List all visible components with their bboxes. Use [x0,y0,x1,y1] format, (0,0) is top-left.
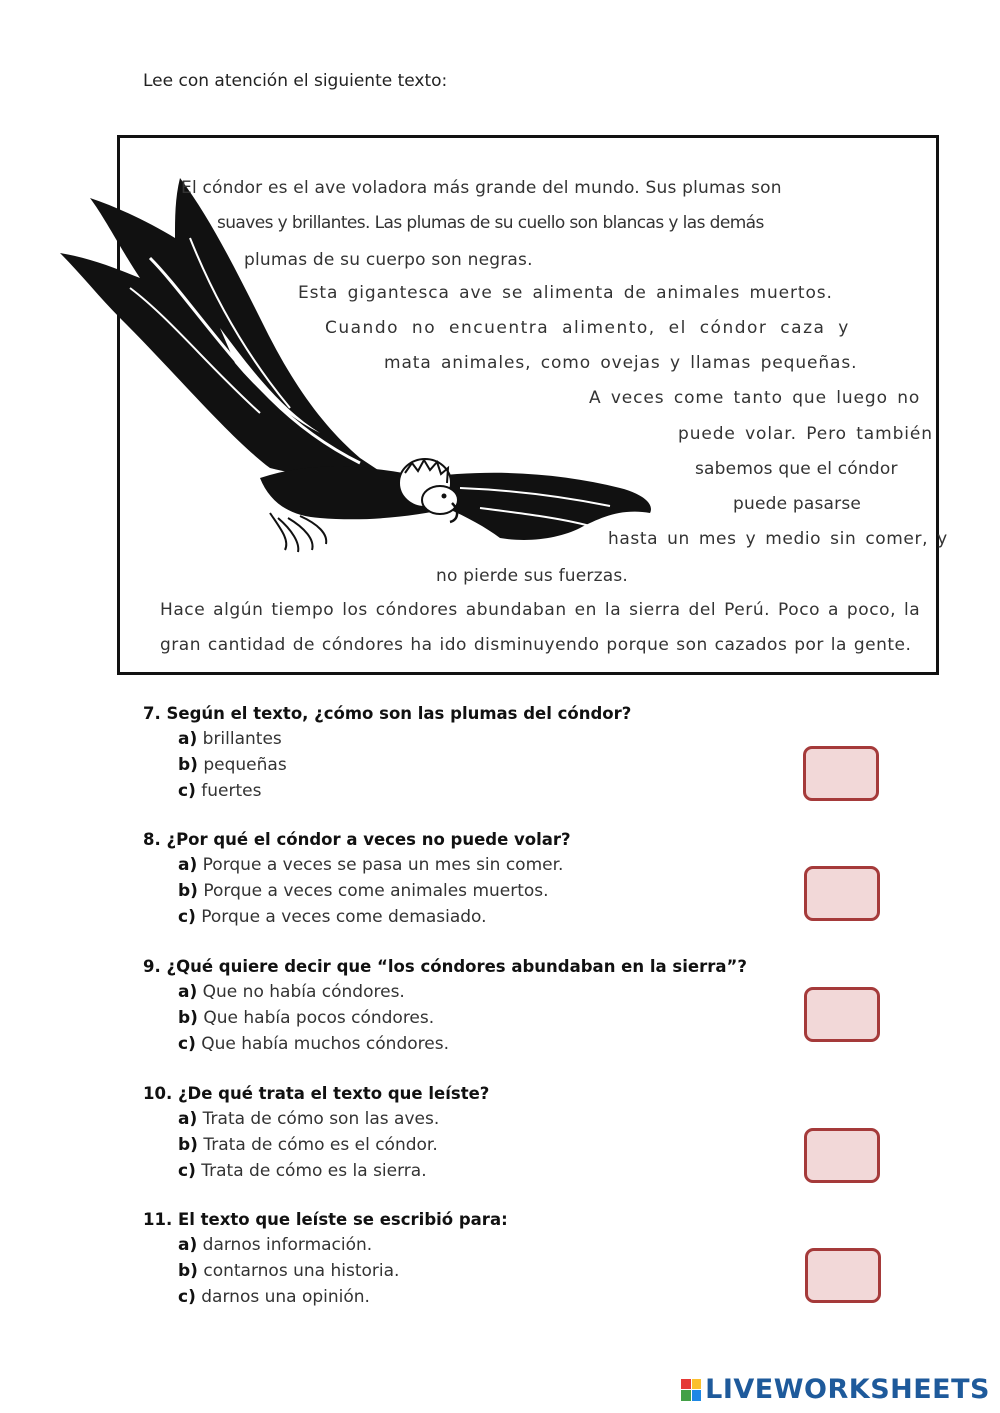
option-letter: c) [178,1287,196,1307]
option-b [178,881,571,901]
option-text: Porque a veces se pasa un mes sin comer. [202,855,564,875]
option-letter: c) [178,1161,196,1181]
option-text: Que no había cóndores. [202,982,405,1002]
option-letter: b) [178,1261,198,1281]
option-a [178,1235,508,1255]
reading-line: sabemos que el cóndor [695,459,898,479]
reading-line: Cuando no encuentra alimento, el cóndor caza y [325,318,850,338]
reading-line: El cóndor es el ave voladora más grande del mundo. Sus plumas son [181,178,782,198]
option-text: Que había muchos cóndores. [201,1034,449,1054]
option-text: darnos una opinión. [201,1287,370,1307]
option-text: pequeñas [203,755,287,775]
option-c [178,1161,489,1181]
option-letter: c) [178,781,196,801]
option-letter: c) [178,1034,196,1054]
answer-input-8[interactable] [804,866,880,921]
reading-line: no pierde sus fuerzas. [436,566,628,586]
question-8 [143,830,571,933]
option-text: contarnos una historia. [203,1261,400,1281]
brand-name: LIVEWORKSHEETS [705,1374,990,1405]
reading-line: suaves y brillantes. Las plumas de su cuello son blancas y las demás [217,213,764,233]
option-c [178,1287,508,1307]
option-text: Trata de cómo es el cóndor. [203,1135,438,1155]
question-9 [143,957,747,1060]
question-title: 7. Según el texto, ¿cómo son las plumas del cóndor? [143,704,632,723]
option-b [178,755,631,775]
reading-line: mata animales, como ovejas y llamas pequeñas. [384,353,858,373]
reading-text-box [117,135,948,675]
option-letter: a) [178,1235,198,1255]
option-a [178,855,571,875]
option-letter: a) [178,855,198,875]
reading-line: plumas de su cuerpo son negras. [244,250,533,270]
question-11 [143,1210,508,1313]
option-text: Porque a veces come demasiado. [201,907,487,927]
question-10 [143,1084,489,1187]
reading-line: gran cantidad de cóndores ha ido disminuyendo porque son cazados por la gente. [160,635,912,655]
reading-line: A veces come tanto que luego no [589,388,921,408]
option-c [178,781,631,801]
question-7 [143,704,631,807]
answer-input-11[interactable] [805,1248,881,1303]
option-text: fuertes [201,781,262,801]
option-a [178,1109,489,1129]
option-b [178,1261,508,1281]
option-b [178,1135,489,1155]
option-letter: b) [178,1008,198,1028]
answer-input-10[interactable] [804,1128,880,1183]
question-title: 9. ¿Qué quiere decir que “los cóndores abundaban en la sierra”? [143,957,747,976]
question-title: 8. ¿Por qué el cóndor a veces no puede volar? [143,830,571,849]
answer-input-7[interactable] [803,746,879,801]
option-letter: c) [178,907,196,927]
option-a [178,729,631,749]
option-letter: b) [178,1135,198,1155]
option-text: Trata de cómo es la sierra. [201,1161,427,1181]
option-text: darnos información. [202,1235,373,1255]
intro-instruction: Lee con atención el siguiente texto: [143,71,448,91]
option-b [178,1008,747,1028]
option-letter: a) [178,729,198,749]
reading-line: Esta gigantesca ave se alimenta de animales muertos. [298,283,833,303]
question-title: 10. ¿De qué trata el texto que leíste? [143,1084,490,1103]
option-c [178,907,571,927]
reading-line: Hace algún tiempo los cóndores abundaban en la sierra del Perú. Poco a poco, la [160,600,921,620]
option-letter: b) [178,881,198,901]
option-text: brillantes [202,729,282,749]
reading-line: hasta un mes y medio sin comer, y [608,529,948,549]
reading-line: puede pasarse [733,494,862,514]
option-letter: a) [178,982,198,1002]
option-letter: b) [178,755,198,775]
option-text: Que había pocos cóndores. [203,1008,435,1028]
reading-line: puede volar. Pero también [678,424,933,444]
option-text: Trata de cómo son las aves. [202,1109,440,1129]
option-letter: a) [178,1109,198,1129]
question-title: 11. El texto que leíste se escribió para: [143,1210,508,1229]
option-text: Porque a veces come animales muertos. [203,881,549,901]
liveworksheets-logo-icon [681,1379,701,1401]
liveworksheets-brand [681,1374,990,1405]
answer-input-9[interactable] [804,987,880,1042]
option-a [178,982,747,1002]
option-c [178,1034,747,1054]
